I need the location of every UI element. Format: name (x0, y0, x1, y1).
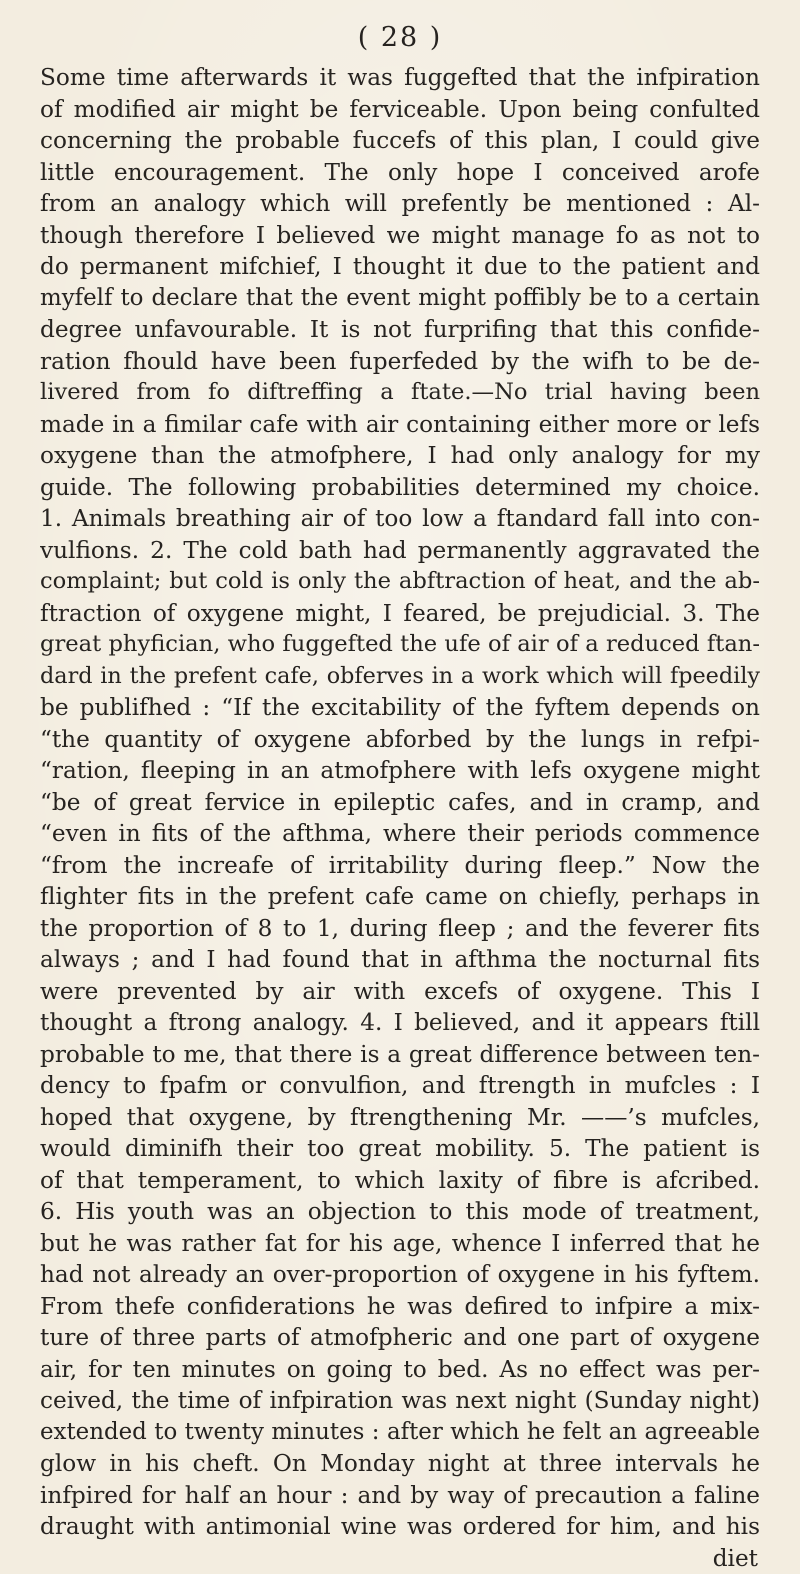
text-line: 1. Animals breathing air of too low a ftandard fall into con- (40, 503, 760, 535)
text-line: though therefore I believed we might manage fo as not to (40, 220, 760, 252)
text-line: great phyfician, who fuggefted the ufe of air of a reduced ftan- (40, 629, 760, 661)
text-line: little encouragement. The only hope I conceived arofe (40, 157, 760, 189)
text-line: degree unfavourable. It is not furprifing that this confide- (40, 314, 760, 346)
text-line: the proportion of 8 to 1, during fleep ; and the feverer fits (40, 913, 760, 945)
text-line: ture of three parts of atmofpheric and one part of oxygene (40, 1322, 760, 1354)
text-line: do permanent mifchief, I thought it due to the patient and (40, 251, 760, 283)
text-line: had not already an over-proportion of oxygene in his fyftem. (40, 1259, 760, 1291)
text-line: ration fhould have been fuperfeded by the wifh to be de- (40, 346, 760, 378)
text-line: “the quantity of oxygene abforbed by the lungs in refpi- (40, 724, 760, 756)
text-line: “be of great fervice in epileptic cafes, and in cramp, and (40, 787, 760, 819)
text-line: “even in fits of the afthma, where their periods commence (40, 818, 760, 850)
text-line: were prevented by air with excefs of oxygene. This I (40, 976, 760, 1008)
text-line: probable to me, that there is a great difference between ten- (40, 1039, 760, 1071)
text-line: of modified air might be ferviceable. Upon being confulted (40, 94, 760, 126)
page-number: ( 28 ) (40, 22, 760, 54)
text-line: dency to fpafm or convulfion, and ftrength in mufcles : I (40, 1070, 760, 1102)
text-line: glow in his cheft. On Monday night at three intervals he (40, 1448, 760, 1480)
text-line: “from the increafe of irritability during fleep.” Now the (40, 850, 760, 882)
text-line: 6. His youth was an objection to this mode of treatment, (40, 1196, 760, 1228)
text-line: myfelf to declare that the event might poffibly be to a certain (40, 283, 760, 315)
text-line: of that temperament, to which laxity of fibre is afcribed. (40, 1165, 760, 1197)
text-line: guide. The following probabilities determined my choice. (40, 472, 760, 504)
text-line: flighter fits in the prefent cafe came on chiefly, perhaps in (40, 881, 760, 913)
text-line: dard in the prefent cafe, obferves in a work which will fpeedily (40, 661, 760, 693)
text-line: draught with antimonial wine was ordered for him, and his (40, 1511, 760, 1543)
text-line: ftraction of oxygene might, I feared, be prejudicial. 3. The (40, 598, 760, 630)
text-line: but he was rather fat for his age, whence I inferred that he (40, 1228, 760, 1260)
text-line: concerning the probable fuccefs of this plan, I could give (40, 125, 760, 157)
text-line: ceived, the time of infpiration was next night (Sunday night) (40, 1385, 760, 1417)
text-line: be publifhed : “If the excitability of the fyftem depends on (40, 692, 760, 724)
text-line: “ration, fleeping in an atmofphere with lefs oxygene might (40, 755, 760, 787)
text-line: would diminifh their too great mobility. 5. The patient is (40, 1133, 760, 1165)
text-line: Some time afterwards it was fuggefted that the infpiration (40, 62, 760, 94)
text-line: complaint; but cold is only the abftraction of heat, and the ab- (40, 566, 760, 598)
text-line: infpired for half an hour : and by way of precaution a faline (40, 1480, 760, 1512)
catchword: diet (40, 1543, 760, 1574)
text-line: hoped that oxygene, by ftrengthening Mr. ——’s mufcles, (40, 1102, 760, 1134)
text-line: extended to twenty minutes : after which he felt an agreeable (40, 1417, 760, 1449)
text-line: air, for ten minutes on going to bed. As no effect was per- (40, 1354, 760, 1386)
text-line: thought a ftrong analogy. 4. I believed, and it appears ftill (40, 1007, 760, 1039)
text-line: livered from fo diftreffing a ftate.—No trial having been (40, 377, 760, 409)
text-line: always ; and I had found that in afthma the nocturnal fits (40, 944, 760, 976)
text-line: from an analogy which will prefently be mentioned : Al- (40, 188, 760, 220)
text-line: made in a fimilar cafe with air containing either more or lefs (40, 409, 760, 441)
text-line: From thefe confiderations he was defired to infpire a mix- (40, 1291, 760, 1323)
body-text (40, 62, 760, 1543)
text-line: vulfions. 2. The cold bath had permanently aggravated the (40, 535, 760, 567)
text-line: oxygene than the atmofphere, I had only analogy for my (40, 440, 760, 472)
